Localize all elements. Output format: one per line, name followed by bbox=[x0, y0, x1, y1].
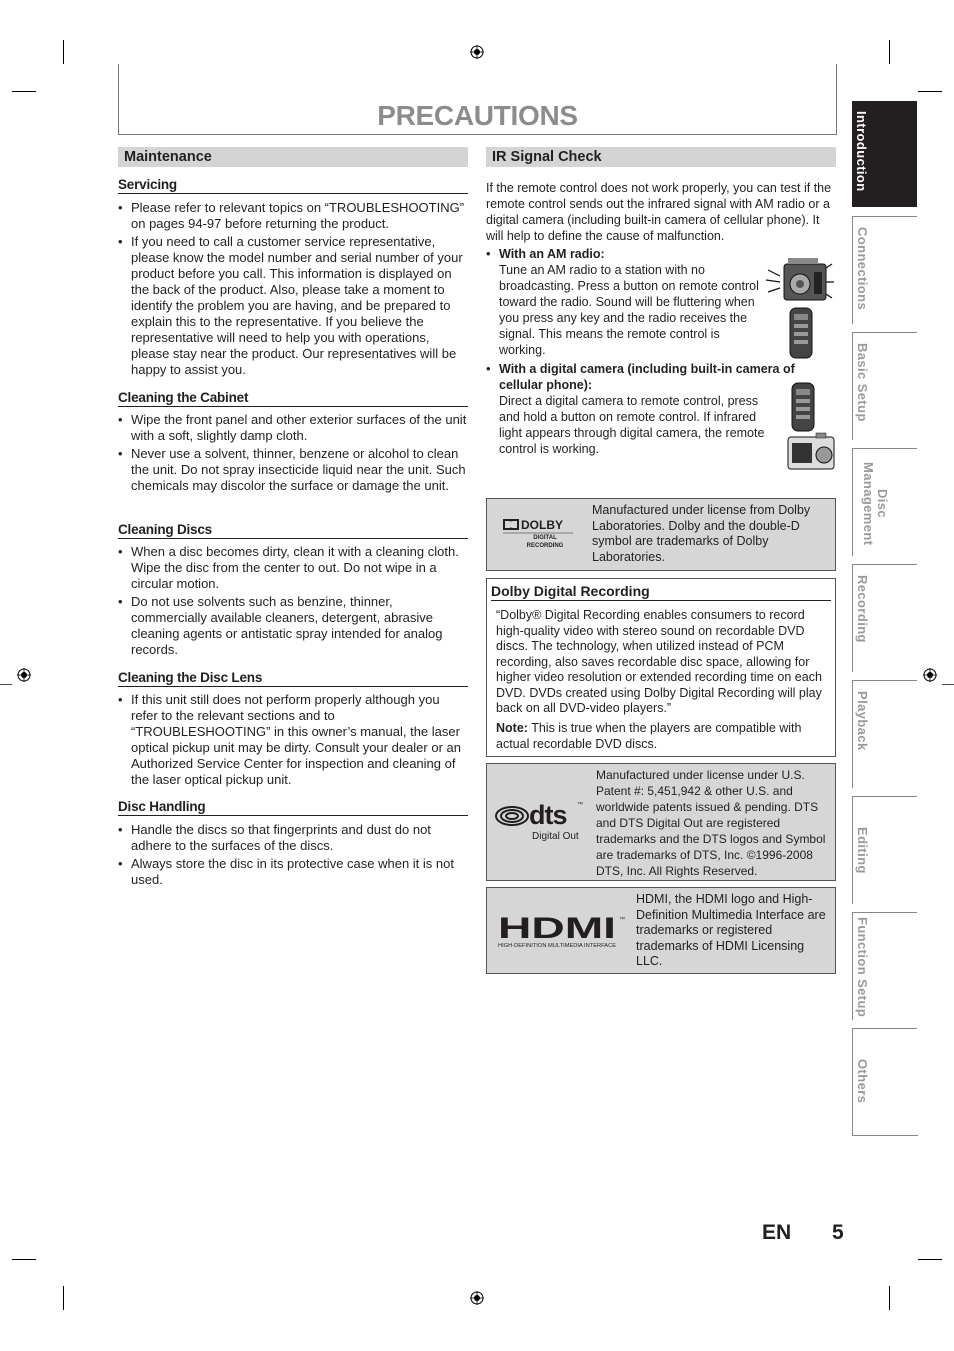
ir-intro: If the remote control does not work properly, you can test if the remote control sends out the infrared signal with AM radio or a digital camera (including built-in camera of cellular phone). It will help to define the cause of malfunction. bbox=[486, 181, 832, 243]
dolby-recording-note: Note: This is true when the players are compatible with actual recordable DVD discs. bbox=[496, 721, 802, 751]
svg-text:dts: dts bbox=[529, 800, 567, 830]
disc-handling-heading: Disc Handling bbox=[118, 799, 468, 816]
svg-text:HDMI: HDMI bbox=[498, 914, 616, 945]
crop-mark bbox=[942, 684, 954, 685]
dolby-logo-icon bbox=[503, 517, 579, 553]
dts-license-text: Manufactured under license under U.S. Patent #: 5,451,942 & other U.S. and worldwide patents issued & pending. DTS and DTS Digital Out are registered trademarks and the DTS logos and Symbol are trademarks of DTS, Inc. ©1996-2008 DTS, Inc. All Rights Reserved. bbox=[596, 768, 826, 878]
tab-label: Introduction bbox=[854, 111, 869, 192]
list-item: • When a disc becomes dirty, clean it with a cleaning cloth. Wipe the disc from the center to out. Do not wipe in a circular motion. bbox=[118, 544, 459, 591]
tab-playback[interactable] bbox=[852, 680, 917, 788]
tab-label: Recording bbox=[855, 575, 870, 643]
tab-disc-management[interactable] bbox=[852, 448, 917, 556]
digital-camera-text: Direct a digital camera to remote control, press and hold a button on remote control. If infrared light appears through digital camera, the remote control is working. bbox=[499, 394, 765, 456]
crop-mark bbox=[12, 91, 36, 92]
page-number: 5 bbox=[832, 1221, 844, 1244]
dolby-recording-box bbox=[486, 578, 836, 757]
tab-function-setup[interactable] bbox=[852, 912, 917, 1020]
hdmi-logo-icon bbox=[498, 914, 630, 950]
hdmi-license-text: HDMI, the HDMI logo and High-Definition Multimedia Interface are trademarks or registered trademarks of HDMI Licensing LLC. bbox=[636, 892, 826, 968]
crop-mark bbox=[0, 684, 12, 685]
title-frame bbox=[118, 64, 837, 135]
list-item: • Handle the discs so that fingerprints and dust do not adhere to the surfaces of the discs. bbox=[118, 822, 431, 853]
tab-label: Connections bbox=[855, 227, 870, 311]
tab-introduction[interactable] bbox=[852, 101, 917, 207]
tab-label: Function Setup bbox=[855, 917, 870, 1018]
cleaning-lens-heading: Cleaning the Disc Lens bbox=[118, 670, 468, 687]
digital-camera-icon bbox=[786, 381, 836, 471]
crop-mark bbox=[63, 1286, 64, 1310]
dts-license-box bbox=[486, 763, 836, 881]
cleaning-discs-heading: Cleaning Discs bbox=[118, 522, 468, 539]
registration-mark-icon bbox=[470, 45, 484, 59]
dolby-license-box bbox=[486, 498, 836, 571]
list-item: • Please refer to relevant topics on “TROUBLESHOOTING” on pages 94-97 before returning the product. bbox=[118, 200, 465, 231]
tab-editing[interactable] bbox=[852, 796, 917, 904]
maintenance-heading: Maintenance bbox=[118, 147, 468, 167]
svg-text:DIGITAL: DIGITAL bbox=[533, 535, 557, 541]
crop-mark bbox=[63, 40, 64, 64]
svg-text:™: ™ bbox=[619, 917, 625, 923]
svg-text:™: ™ bbox=[577, 802, 583, 808]
dolby-license-text: Manufactured under license from Dolby Laboratories. Dolby and the double-D symbol are trademarks of Dolby Laboratories. bbox=[592, 503, 811, 564]
tab-label: Basic Setup bbox=[855, 343, 870, 422]
list-item: • If you need to call a customer service representative, please know the model number and serial number of your product before you call. This information is displayed on the back of the product. Also, please take a moment to identify the problem you are having, and be prepared to explain this to the representative. If you believe the representative will need to help you with operations, please stay near the product. Our representatives will be happy to assist you. bbox=[118, 234, 463, 377]
crop-mark bbox=[889, 40, 890, 64]
tab-label: Others bbox=[855, 1059, 870, 1104]
am-radio-icon bbox=[764, 254, 834, 360]
am-radio-text: Tune an AM radio to a station with no broadcasting. Press a button on remote control toward the radio. Sound will be fluttering when you press any key and the radio receives the signal. This means the remote control is working. bbox=[499, 263, 759, 357]
list-item: • Never use a solvent, thinner, benzene or alcohol to clean the unit. Do not spray insecticide liquid near the unit. Such chemicals may discolor the surface or damage the unit. bbox=[118, 446, 466, 493]
tab-connections[interactable] bbox=[852, 216, 917, 324]
svg-text:HIGH-DEFINITION MULTIMEDIA INT: HIGH-DEFINITION MULTIMEDIA INTERFACE bbox=[498, 943, 617, 949]
digital-camera-item: • With a digital camera (including built-in camera of cellular phone): Direct a digital camera to remote control, press and hold a button on remote control. If infrared light appears through digital camera, the remote control is working. bbox=[486, 361, 795, 456]
tab-others[interactable] bbox=[852, 1028, 917, 1136]
ir-signal-heading: IR Signal Check bbox=[486, 147, 836, 167]
am-radio-title: With an AM radio: bbox=[499, 247, 605, 261]
hdmi-license-box bbox=[486, 887, 836, 974]
svg-text:DOLBY: DOLBY bbox=[521, 518, 563, 532]
digital-camera-title: With a digital camera (including built-in camera of cellular phone): bbox=[499, 362, 795, 392]
crop-mark bbox=[918, 91, 942, 92]
dolby-recording-text: “Dolby® Digital Recording enables consumers to record high-quality video with stereo sound on recordable DVD discs. The technology, when utilized instead of PCM recording, also saves recordable disc space, allowing for higher video resolution or extended recording time on each DVD. DVDs created using Dolby Digital Recording will play back on all DVD-video players.” bbox=[496, 608, 822, 715]
dolby-recording-title: Dolby Digital Recording bbox=[491, 583, 831, 601]
language-label: EN bbox=[762, 1221, 792, 1244]
registration-mark-icon bbox=[470, 1291, 484, 1305]
svg-text:RECORDING: RECORDING bbox=[526, 543, 564, 549]
svg-text:Digital Out: Digital Out bbox=[532, 831, 579, 842]
registration-mark-icon bbox=[17, 668, 31, 682]
registration-mark-icon bbox=[923, 668, 937, 682]
crop-mark bbox=[889, 1286, 890, 1310]
crop-mark bbox=[918, 1259, 942, 1260]
page-title: PRECAUTIONS bbox=[377, 100, 578, 131]
dts-logo-icon bbox=[495, 800, 590, 842]
tab-label: Editing bbox=[855, 827, 870, 874]
list-item: • Wipe the front panel and other exterior surfaces of the unit with a soft, slightly damp cloth. bbox=[118, 412, 467, 443]
list-item: • Do not use solvents such as benzine, thinner, commercially available cleaners, detergent, abrasive cleaning agents or antistatic spray intended for analog records. bbox=[118, 594, 443, 657]
tab-recording[interactable] bbox=[852, 564, 917, 672]
list-item: • If this unit still does not perform properly although you refer to the relevant sections and to “TROUBLESHOOTING” in this owner’s manual, the laser optical pickup unit may be dirty. Consult your dealer or an Authorized Service Center for inspection and cleaning of the laser optical pickup unit. bbox=[118, 692, 461, 787]
tab-label: Playback bbox=[855, 691, 870, 751]
list-item: • Always store the disc in its protective case when it is not used. bbox=[118, 856, 454, 887]
cleaning-cabinet-heading: Cleaning the Cabinet bbox=[118, 390, 468, 407]
am-radio-item: • With an AM radio: Tune an AM radio to a station with no broadcasting. Press a button on remote control toward the radio. Sound will be fluttering when you press any key and the radio receives the signal. This means the remote control is working. bbox=[486, 246, 759, 357]
crop-mark bbox=[12, 1259, 36, 1260]
servicing-heading: Servicing bbox=[118, 177, 468, 194]
tab-basic-setup[interactable] bbox=[852, 332, 917, 440]
tab-label: Disc Management bbox=[861, 462, 890, 546]
